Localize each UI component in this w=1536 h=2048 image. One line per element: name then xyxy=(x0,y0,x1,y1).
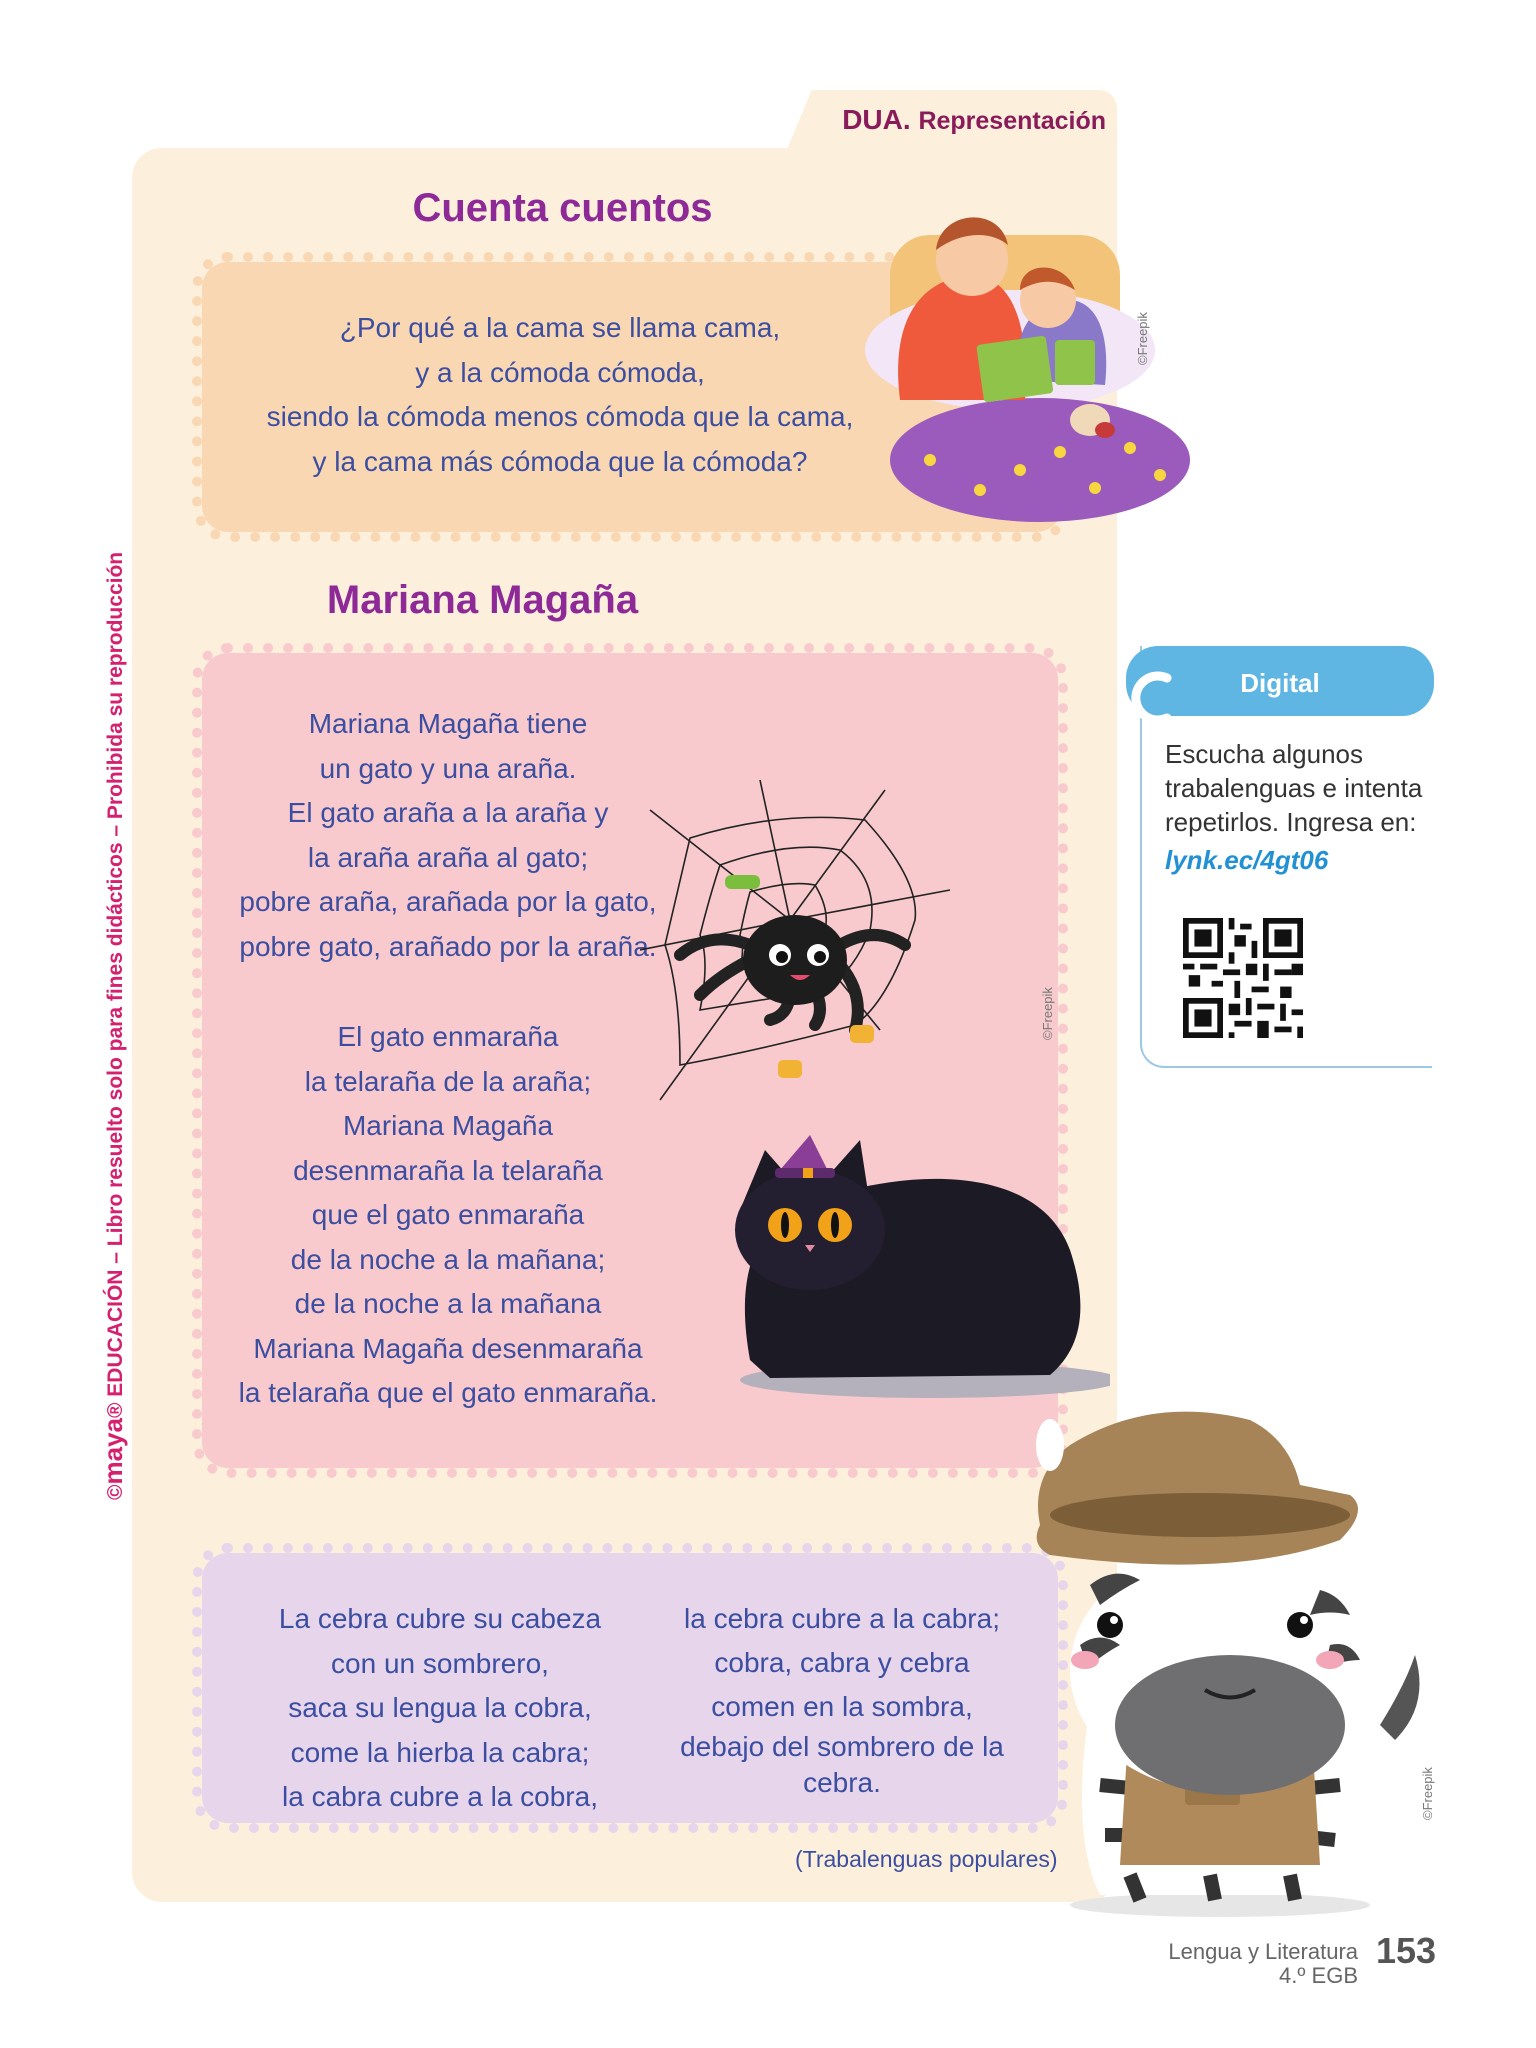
digital-c-icon xyxy=(1122,668,1182,728)
copyright-sidebar xyxy=(98,552,129,1500)
black-cat-illustration xyxy=(710,1130,1110,1405)
zebra-illustration xyxy=(1010,1405,1450,1925)
poem-mariana-stanza-2 xyxy=(228,1015,668,1416)
dua-sub: Representación xyxy=(918,107,1106,135)
poem-line: un gato y una araña. xyxy=(319,752,577,784)
dua-label: DUA. xyxy=(842,104,911,135)
poem-line: desenmaraña la telaraña xyxy=(293,1154,603,1186)
section-title-cuenta-cuentos: Cuenta cuentos xyxy=(412,186,713,230)
poem-line: y a la cómoda cómoda, xyxy=(415,356,705,388)
poem-line: saca su lengua la cobra, xyxy=(288,1692,592,1723)
poem-line: come la hierba la cabra; xyxy=(290,1736,590,1768)
digital-instructions: Escucha algunos trabalenguas e intenta repetirlos. Ingresa en: xyxy=(1165,739,1423,837)
poem-line: la telaraña que el gato enmaraña. xyxy=(238,1377,658,1408)
poem-line: de la noche a la mañana; xyxy=(290,1243,606,1275)
grade-label: 4.º EGB xyxy=(1279,1963,1358,1988)
poem-line: debajo del sombrero de la cebra. xyxy=(680,1731,1004,1798)
poem-line: comen en la sombra, xyxy=(711,1691,973,1722)
digital-link[interactable]: lynk.ec/4gt06 xyxy=(1165,845,1329,875)
image-credit: ©Freepik xyxy=(1420,1767,1435,1820)
brand-logo: maya xyxy=(98,1418,128,1485)
poem-line: ¿Por qué a la cama se llama cama, xyxy=(339,312,781,343)
poem-line: pobre araña, arañada por la gato, xyxy=(239,886,657,917)
section-title-mariana-magana: Mariana Magaña xyxy=(326,578,639,622)
footer-subject xyxy=(1168,1940,1358,1988)
digital-label: Digital xyxy=(1240,668,1320,698)
poem-line: la cebra cubre a la cabra; xyxy=(684,1603,1000,1634)
poem-line: Mariana Magaña xyxy=(342,1110,554,1141)
poem-line: El gato araña a la araña y xyxy=(287,797,609,828)
poem-mariana-stanza-1 xyxy=(228,702,668,969)
poem-line: cobra, cabra y cebra xyxy=(714,1647,970,1678)
copyright-symbol: © xyxy=(104,1484,127,1500)
source-citation: (Trabalenguas populares) xyxy=(795,1846,1058,1872)
poem-line: La cebra cubre su cabeza xyxy=(278,1603,602,1634)
poem-line: la araña araña al gato; xyxy=(307,841,589,873)
qr-code-icon[interactable] xyxy=(1183,918,1303,1038)
poem-line: de la noche a la mañana xyxy=(294,1288,602,1319)
poem-cebra-column-1 xyxy=(220,1597,660,1820)
poem-line: siendo la cómoda menos cómoda que la cama, xyxy=(266,401,854,432)
poem-line: que el gato enmaraña xyxy=(311,1199,585,1230)
poem-line: Mariana Magaña desenmaraña xyxy=(253,1332,643,1364)
poem-line: la telaraña de la araña; xyxy=(304,1065,592,1097)
image-credit: ©Freepik xyxy=(1040,987,1055,1040)
subject-name: Lengua y Literatura xyxy=(1168,1939,1358,1964)
poem-line: El gato enmaraña xyxy=(337,1021,559,1052)
poem-line: la cabra cubre a la cobra, xyxy=(282,1781,598,1812)
page-number: 153 xyxy=(1376,1930,1437,1971)
poem-line: y la cama más cómoda que la cómoda? xyxy=(312,445,808,477)
poem-line: con un sombrero, xyxy=(331,1647,549,1679)
copyright-text: ® EDUCACIÓN – Libro resuelto solo para fines didácticos – Prohibida su reproducción xyxy=(104,551,127,1419)
dua-header xyxy=(826,104,1106,136)
image-credit: ©Freepik xyxy=(1135,312,1150,365)
poem-line: pobre gato, arañado por la araña. xyxy=(239,930,657,962)
poem-cuenta-cuentos xyxy=(240,306,880,484)
spider-web-illustration xyxy=(640,780,970,1110)
poem-cebra-column-2 xyxy=(672,1597,1012,1801)
poem-line: Mariana Magaña tiene xyxy=(308,708,588,739)
